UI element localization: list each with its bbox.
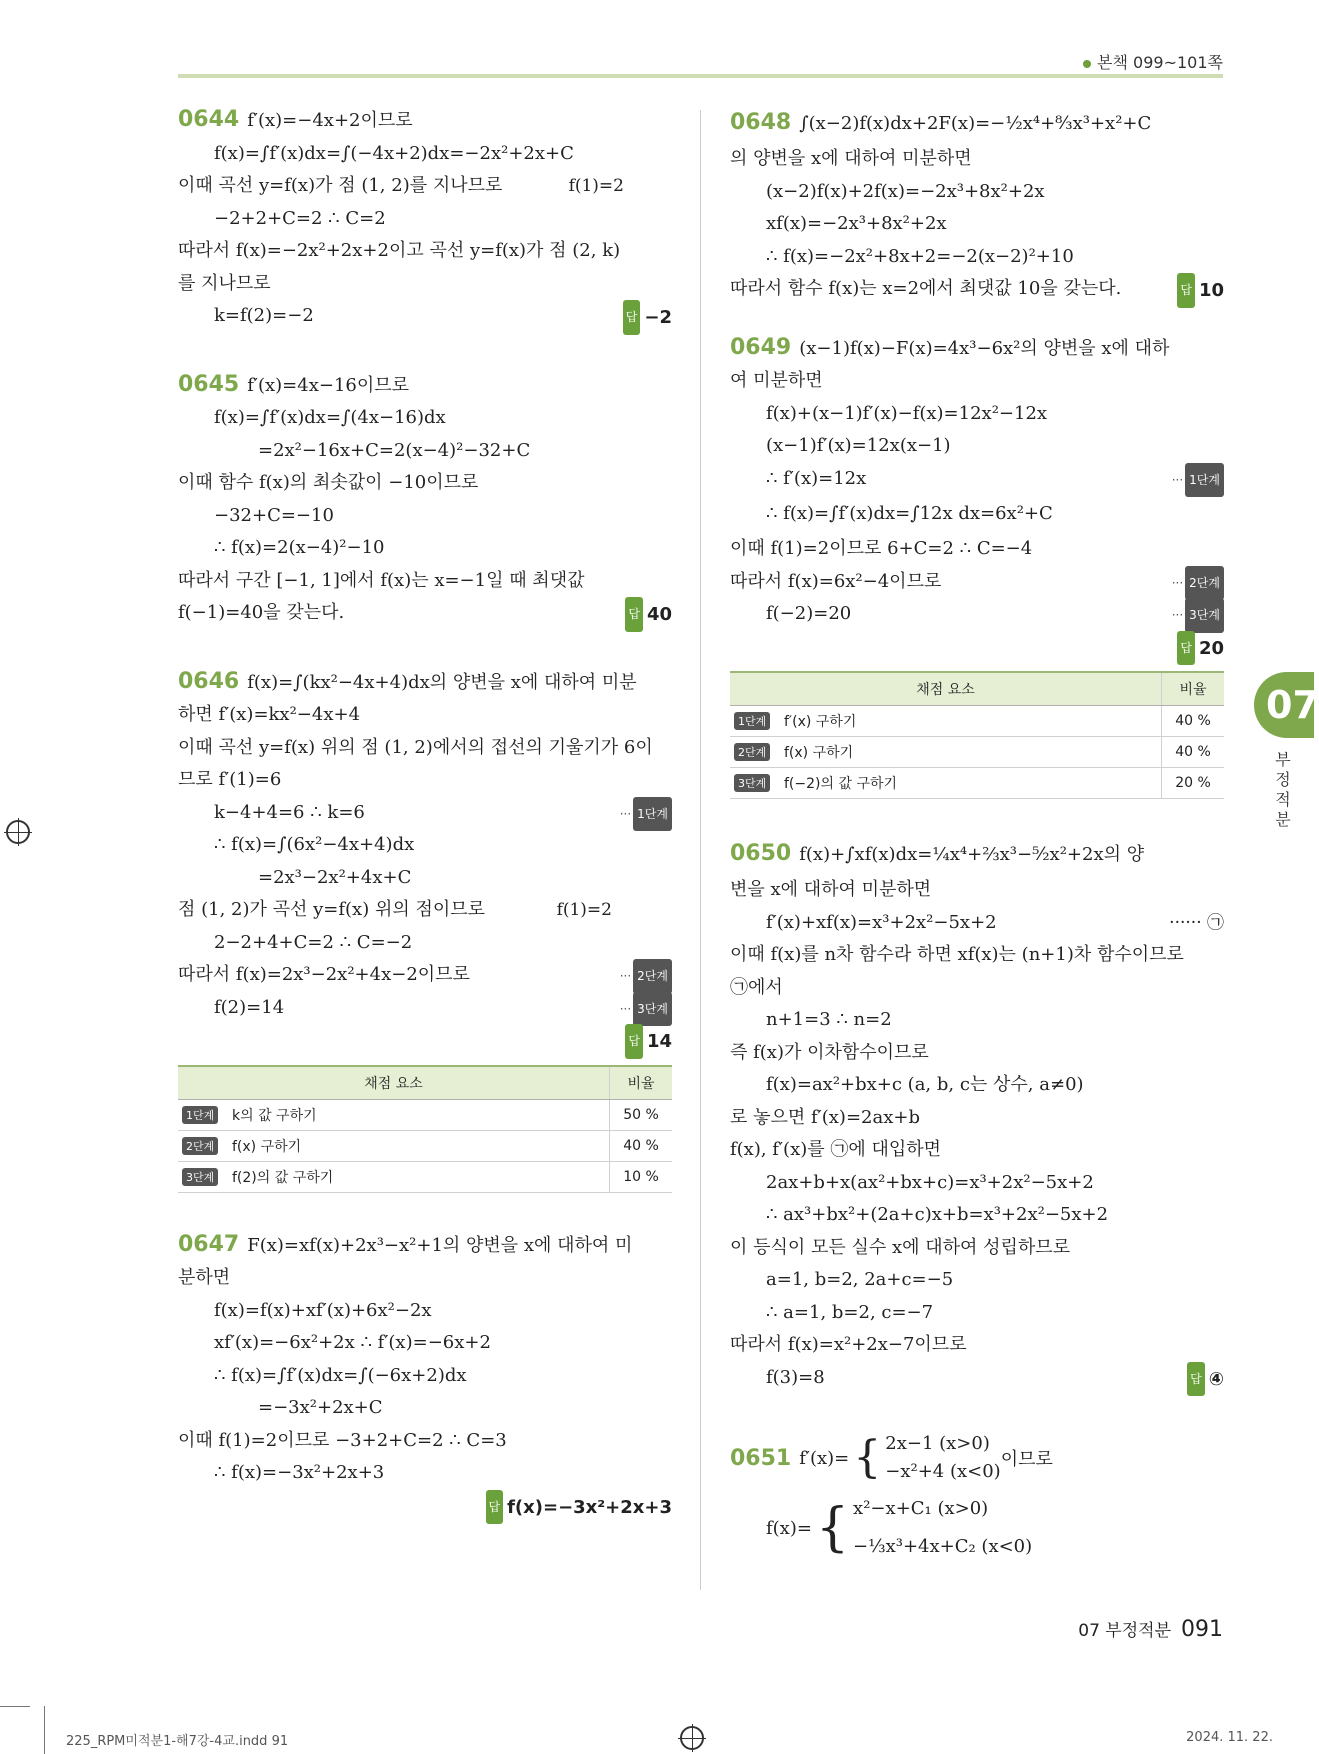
brace-icon: { bbox=[853, 1432, 882, 1483]
answer: 답 10 bbox=[1177, 273, 1224, 308]
print-date: 2024. 11. 22. bbox=[1186, 1730, 1273, 1745]
problem-number: 0651 bbox=[730, 1445, 792, 1471]
answer: 답 40 bbox=[625, 597, 672, 632]
column-divider bbox=[700, 110, 701, 1590]
page-footer: 07 부정적분 091 bbox=[1078, 1617, 1223, 1642]
table-row: 3단계 f(2)의 값 구하기 10 % bbox=[178, 1161, 672, 1192]
problem-number: 0644 bbox=[178, 107, 240, 132]
problem-0649: 0649 (x−1)f(x)−F(x)=4x³−6x²의 양변을 x에 대하 여 미분하면 f(x)+(x−1)f′(x)−f(x)=12x²−12x (x−1)f′(x)=12x(x−1) ∴ f′(x)=12x ··· 1단계 ∴ f(x)=∫f′(x)dx=∫12x dx=6x²+C 이때 f(1)=2이므로 6+C=2 ∴ C=−4 따라서 f(x)=6x²−4이므로 ··· 2단계 f(−2)=20 ··· 3단계 답 20 채점 요소 비율 1단계 f′(x) 구하기 40 % 2단계 f(x) 구하기 40 % 3단계 f(−2)의 값 구하기 20 % bbox=[730, 332, 1224, 800]
equation-marker: ······ ㉠ bbox=[1169, 912, 1224, 933]
problem-number: 0646 bbox=[178, 668, 240, 694]
answer-badge-icon: 답 bbox=[623, 300, 641, 335]
table-row: 2단계 f(x) 구하기 40 % bbox=[178, 1130, 672, 1161]
problem-number: 0645 bbox=[178, 371, 240, 397]
crop-mark bbox=[0, 1706, 30, 1707]
problem-0650: 0650 f(x)+∫xf(x)dx=¼x⁴+⅔x³−⁵⁄₂x²+2x의 양 변을 x에 대하여 미분하면 f′(x)+xf(x)=x³+2x²−5x+2 ······ ㉠ 이때 f(x)를 n차 함수라 하면 xf(x)는 (n+1)차 함수이므로 ㉠에서 n+1=3 ∴ n=2 즉 f(x)가 이차함수이므로 f(x)=ax²+bx+c (a, b, c는 상수, a≠0) 로 놓으면 f′(x)=2ax+b f(x), f′(x)를 ㉠에 대입하면 2ax+b+x(ax²+bx+c)=x³+2x²−5x+2 ∴ ax³+bx²+(2a+c)x+b=x³+2x²−5x+2 이 등식이 모든 실수 x에 대하여 성립하므로 a=1, b=2, 2a+c=−5 ∴ a=1, b=2, c=−7 따라서 f(x)=x²+2x−7이므로 f(3)=8 답 ④ bbox=[730, 835, 1224, 1394]
answer: 답 f(x)=−3x²+2x+3 bbox=[486, 1490, 673, 1525]
problem-0644: 0644 f′(x)=−4x+2이므로 f(x)=∫f′(x)dx=∫(−4x+2)dx=−2x²+2x+C 이때 곡선 y=f(x)가 점 (1, 2)를 지나므로 f(1)=2 −2+2+C=2 ∴ C=2 따라서 f(x)=−2x²+2x+2이고 곡선 y=f(x)가 점 (2, k) 를 지나므로 k=f(2)=−2 답 −2 bbox=[178, 104, 672, 333]
problem-0648: 0648 ∫(x−2)f(x)dx+2F(x)=−½x⁴+⁸⁄₃x³+x²+C 의 양변을 x에 대하여 미분하면 (x−2)f(x)+2f(x)=−2x³+8x²+2x xf(x)=−2x³+8x²+2x ∴ f(x)=−2x²+8x+2=−2(x−2)²+10 따라서 함수 f(x)는 x=2에서 최댓값 10을 갖는다. 답 10 bbox=[730, 104, 1224, 306]
step-2-marker: ··· 2단계 bbox=[620, 959, 672, 994]
answer: 답 ④ bbox=[1187, 1362, 1224, 1397]
brace-icon: { bbox=[815, 1498, 850, 1558]
header-rule bbox=[178, 74, 1223, 78]
registration-mark-icon bbox=[6, 820, 30, 844]
step-1-marker: ··· 1단계 bbox=[620, 797, 672, 832]
print-slug: 225_RPM미적분1-해7강-4교.indd 91 bbox=[66, 1734, 289, 1749]
answer: 답 −2 bbox=[623, 300, 672, 335]
problem-number: 0648 bbox=[730, 110, 792, 135]
answer: 답 20 bbox=[1177, 631, 1224, 666]
registration-mark-icon bbox=[680, 1726, 704, 1750]
problem-number: 0649 bbox=[730, 334, 792, 360]
step-2-marker: ··· 2단계 bbox=[1172, 566, 1224, 601]
problem-0645: 0645 f′(x)=4x−16이므로 f(x)=∫f′(x)dx=∫(4x−16)dx =2x²−16x+C=2(x−4)²−32+C 이때 함수 f(x)의 최솟값이 −10이므로 −32+C=−10 ∴ f(x)=2(x−4)²−10 따라서 구간 [−1, 1]에서 f(x)는 x=−1일 때 최댓값 f(−1)=40을 갖는다. 답 40 bbox=[178, 369, 672, 630]
table-row: 1단계 f′(x) 구하기 40 % bbox=[730, 706, 1224, 737]
left-column bbox=[178, 104, 672, 1522]
problem-number: 0647 bbox=[178, 1231, 240, 1257]
answer: 답 14 bbox=[625, 1024, 672, 1059]
problem-0651: 0651 f′(x)= { 2x−1 (x>0) −x²+4 (x<0) 이므로 f(x)= { x²−x+C₁ (x>0) −⅓x³+4x+C₂ (x<0) bbox=[730, 1432, 1053, 1558]
page-number: 091 bbox=[1181, 1617, 1223, 1642]
bullet-icon bbox=[1083, 60, 1091, 68]
chapter-side-label: 부정적분 bbox=[1275, 750, 1291, 829]
table-row: 1단계 k의 값 구하기 50 % bbox=[178, 1099, 672, 1130]
step-3-marker: ··· 3단계 bbox=[620, 992, 672, 1027]
table-row: 3단계 f(−2)의 값 구하기 20 % bbox=[730, 768, 1224, 799]
page-reference: 본책 099~101쪽 bbox=[1083, 50, 1223, 73]
scoring-table: 채점 요소 비율 1단계 f′(x) 구하기 40 % 2단계 f(x) 구하기 40 % 3단계 f(−2)의 값 구하기 20 % bbox=[730, 671, 1224, 799]
table-row: 2단계 f(x) 구하기 40 % bbox=[730, 737, 1224, 768]
crop-mark bbox=[44, 1706, 45, 1754]
chapter-tab: 07 bbox=[1254, 672, 1314, 738]
right-column bbox=[730, 104, 1224, 1566]
problem-0646: 0646 f(x)=∫(kx²−4x+4)dx의 양변을 x에 대하여 미분 하면 f′(x)=kx²−4x+4 이때 곡선 y=f(x) 위의 점 (1, 2)에서의 접선의 기울기가 6이 므로 f′(1)=6 k−4+4=6 ∴ k=6 ··· 1단계 ∴ f(x)=∫(6x²−4x+4)dx =2x³−2x²+4x+C 점 (1, 2)가 곡선 y=f(x) 위의 점이므로 f(1)=2 2−2+4+C=2 ∴ C=−2 따라서 f(x)=2x³−2x²+4x−2이므로 ··· 2단계 f(2)=14 ··· 3단계 답 14 채점 요소 비율 1단계 k의 값 구하기 50 % 2단계 f(x) 구하기 40 % 3단계 f(2)의 값 구하기 10 % bbox=[178, 666, 672, 1193]
problem-number: 0650 bbox=[730, 841, 792, 866]
problem-0647: 0647 F(x)=xf(x)+2x³−x²+1의 양변을 x에 대하여 미 분하면 f(x)=f(x)+xf′(x)+6x²−2x xf′(x)=−6x²+2x ∴ f′(x)=−6x+2 ∴ f(x)=∫f′(x)dx=∫(−6x+2)dx =−3x²+2x+C 이때 f(1)=2이므로 −3+2+C=2 ∴ C=3 ∴ f(x)=−3x²+2x+3 답 f(x)=−3x²+2x+3 bbox=[178, 1229, 672, 1523]
step-3-marker: ··· 3단계 bbox=[1172, 598, 1224, 633]
scoring-table: 채점 요소 비율 1단계 k의 값 구하기 50 % 2단계 f(x) 구하기 40 % 3단계 f(2)의 값 구하기 10 % bbox=[178, 1065, 672, 1193]
step-1-marker: ··· 1단계 bbox=[1172, 463, 1224, 498]
